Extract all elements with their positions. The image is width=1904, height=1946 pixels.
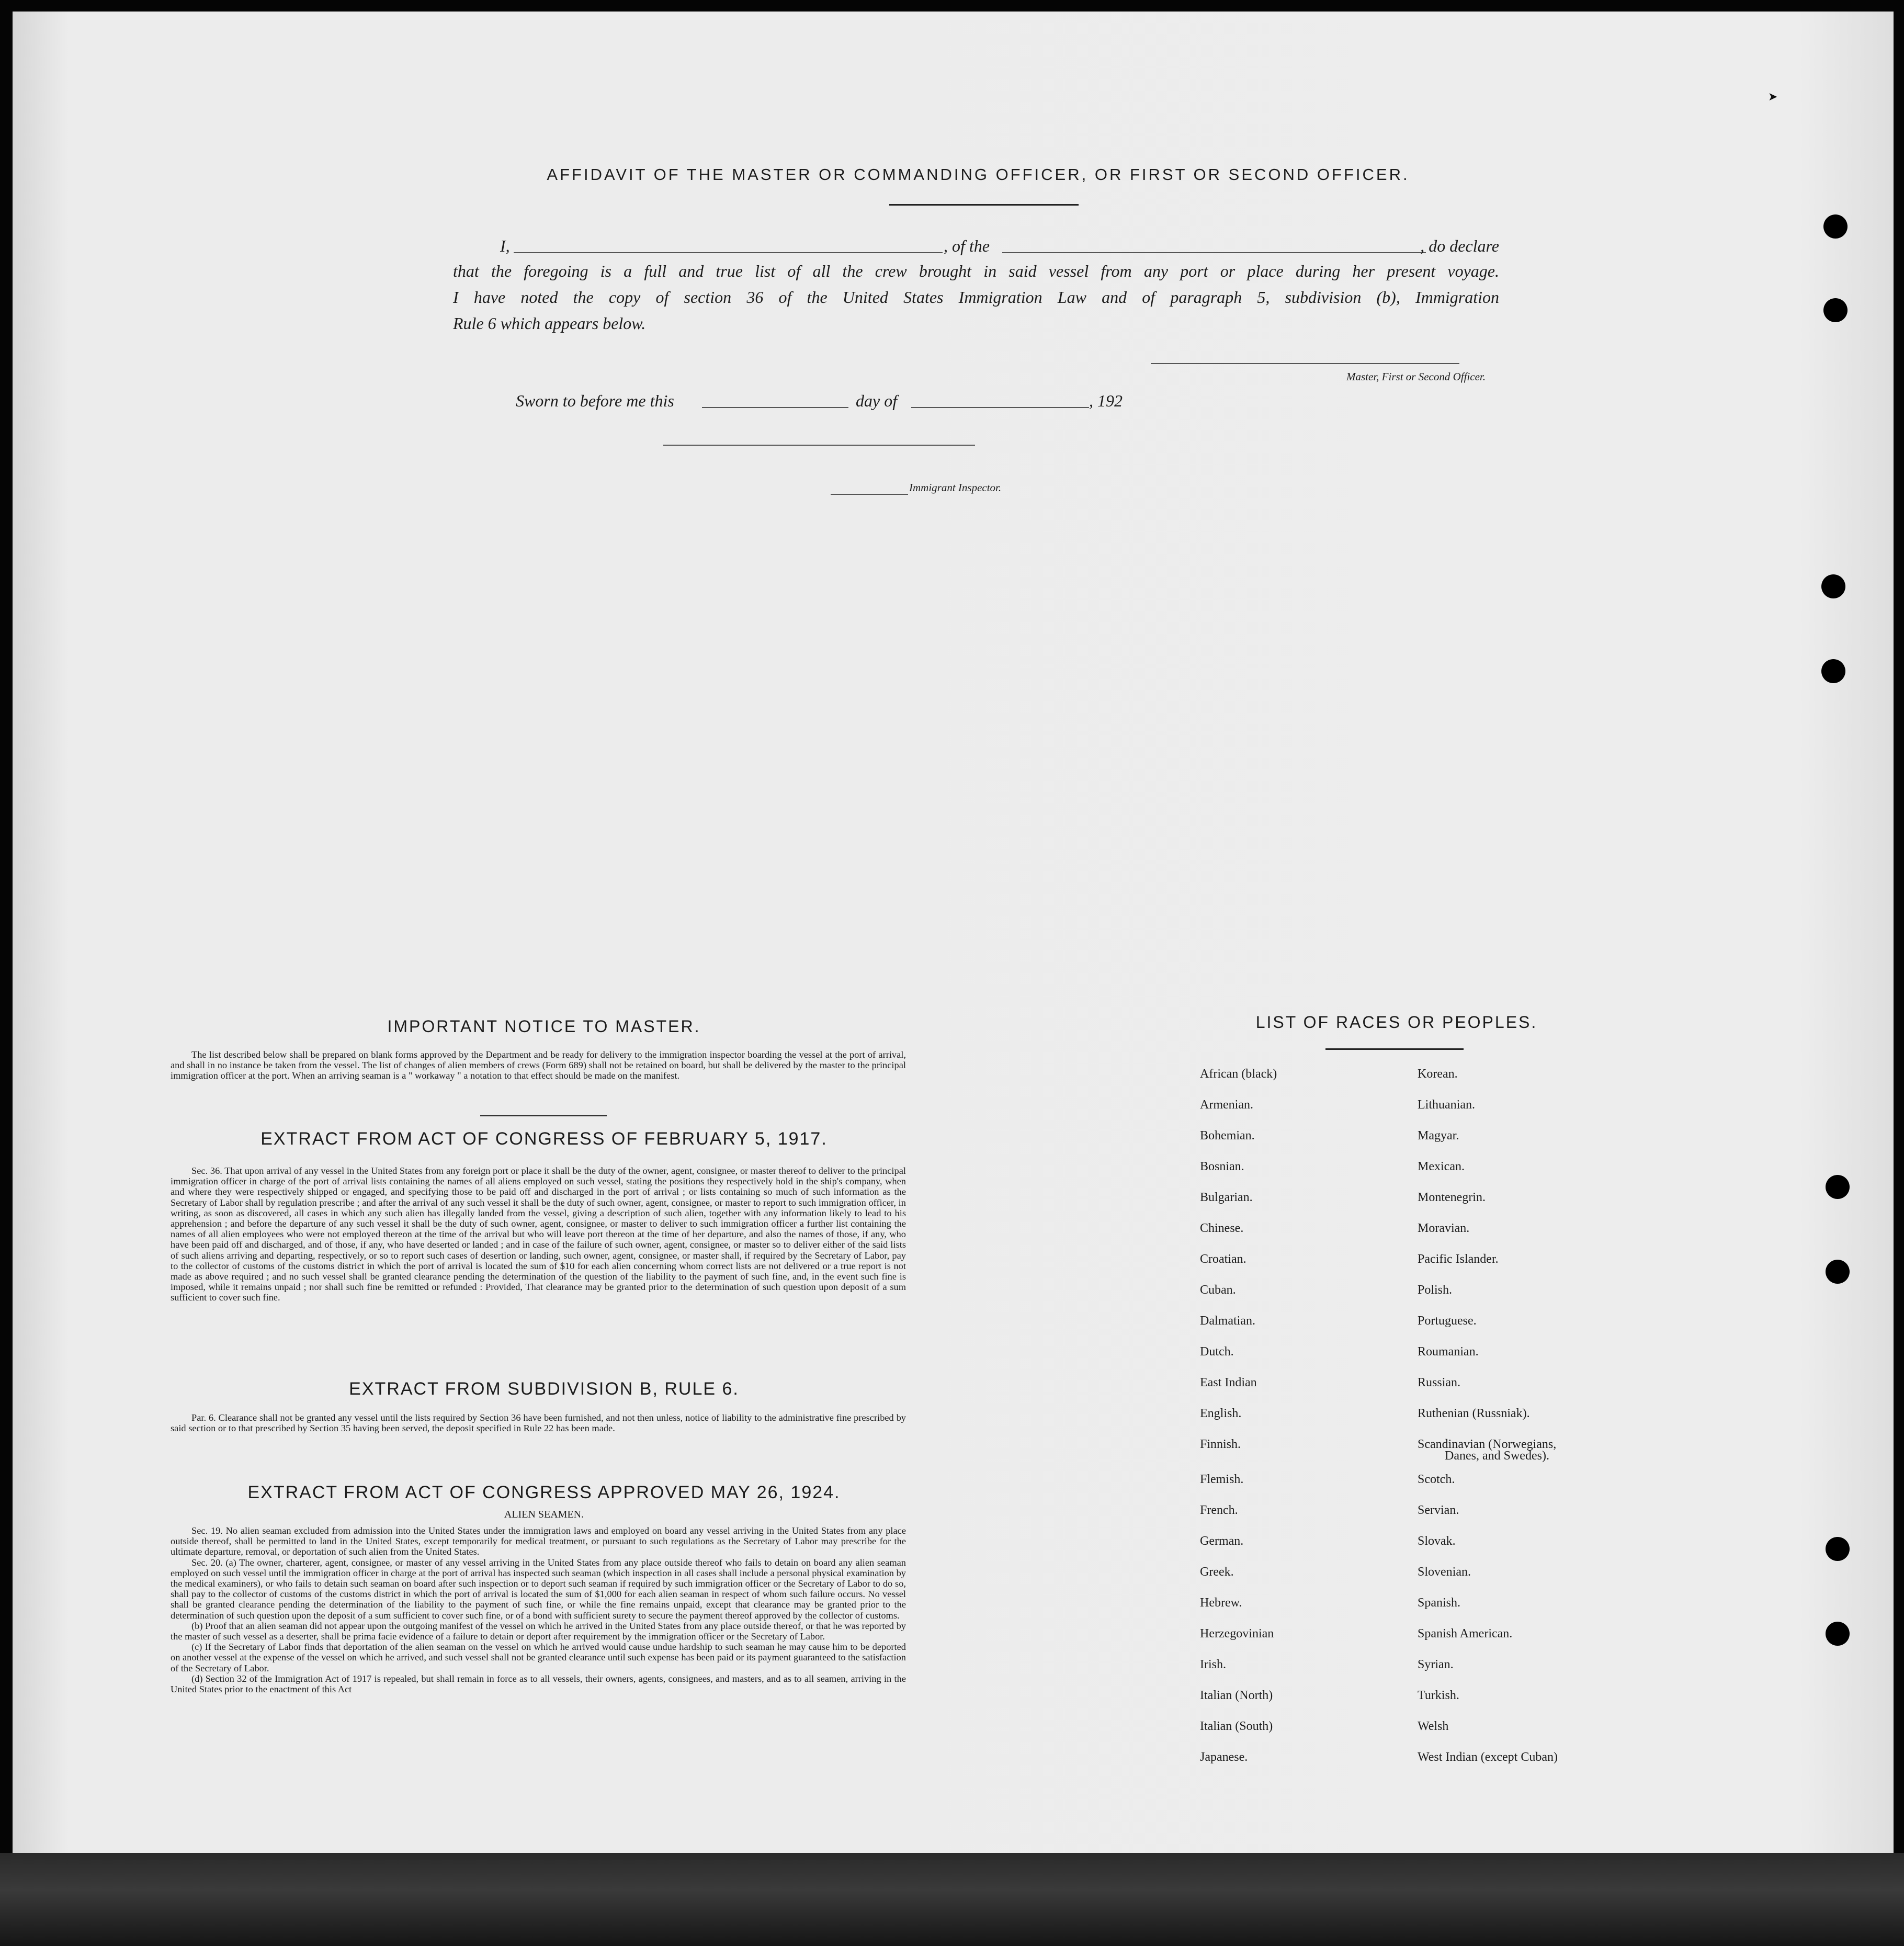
punch-hole	[1823, 214, 1848, 239]
race-entry: Montenegrin.	[1418, 1191, 1486, 1204]
race-entry: Chinese.	[1200, 1221, 1244, 1235]
punch-hole	[1823, 298, 1848, 322]
race-entry: Mexican.	[1418, 1160, 1465, 1173]
punch-hole	[1826, 1260, 1850, 1284]
race-entry: Greek.	[1200, 1565, 1234, 1579]
declare-suffix: , do declare	[1420, 236, 1499, 255]
race-entry: Spanish.	[1418, 1596, 1461, 1610]
sworn-day-blank[interactable]	[702, 407, 848, 408]
race-entry: Dalmatian.	[1200, 1314, 1255, 1328]
notice-paragraph: The list described below shall be prepared on blank forms approved by the Department and be ready for delivery to the immigration inspector boarding the vessel at the port of arrival, and shall in no instance be taken from the vessel. The list of changes of alien members of crews (Form 689) shall not be retained on board, but shall be delivered by the master to the principal immigration officer at the port. When an arriving seaman is a " workaway " a notation to that effect should be made on the manifest.	[171, 1049, 906, 1081]
punch-hole	[1826, 1537, 1850, 1561]
race-entry: East Indian	[1200, 1376, 1257, 1389]
races-title: LIST OF RACES OR PEOPLES.	[1255, 1013, 1538, 1032]
sec-20b-paragraph: (b) Proof that an alien seaman did not appear upon the outgoing manifest of the vessel on which he arrived in the United States from any place outside thereof, or that he was reported by the master of such vessel as a deserter, shall be prima facie evidence of a failure to detain or deport after requirement by the immigration officer or the Secretary of Labor.	[171, 1620, 906, 1642]
race-entry: Turkish.	[1418, 1689, 1459, 1702]
race-entry: Scandinavian (Norwegians,	[1418, 1438, 1557, 1451]
sworn-month-blank[interactable]	[911, 407, 1089, 408]
vessel-blank[interactable]	[1002, 252, 1426, 253]
race-entry: Korean.	[1418, 1067, 1458, 1081]
declaration-line-1	[453, 236, 1499, 257]
race-entry: English.	[1200, 1407, 1242, 1420]
affidavit-title: AFFIDAVIT OF THE MASTER OR COMMANDING OFFICER, OR FIRST OR SECOND OFFICER.	[547, 165, 1410, 184]
race-entry: Slovenian.	[1418, 1565, 1471, 1579]
race-entry: Hebrew.	[1200, 1596, 1242, 1610]
race-entry: Bosnian.	[1200, 1160, 1244, 1173]
race-entry: Scotch.	[1418, 1473, 1455, 1486]
race-entry: African (black)	[1200, 1067, 1277, 1081]
race-entry: Flemish.	[1200, 1473, 1244, 1486]
sec-19-paragraph: Sec. 19. No alien seaman excluded from admission into the United States under the immigration laws and employed on board any vessel arriving in the United States from any place outside thereof, shall be permitted to land in the United States, except temporarily for medical treatment, or pursuant to such regulations as the Secretary of Labor may prescribe for the ultimate departure, removal, or deportation of such alien from the United States.	[171, 1525, 906, 1557]
race-entry: Dutch.	[1200, 1345, 1234, 1359]
notice-body	[171, 1049, 906, 1081]
sec-20a-paragraph: Sec. 20. (a) The owner, charterer, agent, consignee, or master of any vessel arriving in the United States from any place outside thereof who fails to detain on board any alien seaman employed on such vessel until the immigration officer in charge at the port of arrival has inspected such seaman (which inspection in all cases shall include a personal physical examination by the medical examiners), or who fails to detain such seaman on board after such inspection or to deport such seaman if required by such immigration officer or the Secretary of Labor to do so, shall pay to the collector of customs of the customs district in which the port of arrival is located the sum of $1,000 for each alien seaman in respect of whom such failure occurs. No vessel shall be granted clearance pending the determination of the liability to the payment of such fine, or while the fine remains unpaid, except that clearance may be granted prior to the determination of such question upon the deposit of a sum sufficient to cover such fine, or of a bond with sufficient surety to secure the payment thereof approved by the collector of customs.	[171, 1557, 906, 1621]
punch-hole	[1821, 659, 1845, 683]
race-entry: Pacific Islander.	[1418, 1252, 1499, 1266]
race-entry: Magyar.	[1418, 1129, 1459, 1142]
race-entry: Slovak.	[1418, 1534, 1456, 1548]
scan-edge	[0, 1853, 1904, 1946]
race-entry: Irish.	[1200, 1658, 1226, 1671]
par-6-paragraph: Par. 6. Clearance shall not be granted any vessel until the lists required by Section 36 have been furnished, and not then unless, notice of liability to the administrative fine prescribed by said section or to that prescribed by Section 35 having been served, the deposit specified in Rule 22 has been made.	[171, 1412, 906, 1434]
race-entry: French.	[1200, 1503, 1238, 1517]
race-entry: German.	[1200, 1534, 1244, 1548]
rule6-body	[171, 1412, 906, 1433]
section-36-paragraph: Sec. 36. That upon arrival of any vessel in the United States from any foreign port or place it shall be the duty of the owner, agent, consignee, or master thereof to deliver to the principal immigration officer in charge of the port of arrival lists containing the names of all aliens employed on such vessel, stating the positions they respectively hold in the ship's company, when and where they were respectively shipped or engaged, and specifying those to be paid off and discharged in the port of arrival ; or lists containing so much of such information as the Secretary of Labor shall by regulation prescribe ; and after the arrival of any such vessel it shall be the duty of such owner, agent, consignee, or master to report to such immigration officer, in writing, as soon as discovered, all cases in which any such alien has illegally landed from the vessel, giving a description of such alien, together with any information likely to lead to his apprehension ; and before the departure of any such vessel it shall be the duty of such owner, agent, consignee, or master to deliver to such immigration officer a further list containing the names of all alien employees who were not employed thereon at the time of the arrival but who will leave port thereon at the time of her departure, and also the names of those, if any, who have been paid off and discharged, and of those, if any, who have deserted or landed ; and in case of the failure of such owner, agent, consignee, or master so to deliver either of the said lists of such aliens arriving and departing, respectively, or so to report such cases of desertion or landing, such owner, agent, consignee, or master shall, if required by the Secretary of Labor, pay to the collector of customs of the customs district in which the port of arrival is located the sum of $10 for each alien concerning whom correct lists are not delivered or a true report is not made as above required ; and no such vessel shall be granted clearance pending the determination of the question of the liability to the payment of such fine, and, in the event such fine is imposed, while it remains unpaid ; nor shall such fine be remitted or refunded : Provided, That clearance may be granted prior to the determination of such question upon deposit of a sum sufficient to cover such fine.	[171, 1166, 906, 1303]
extract-1924-title: EXTRACT FROM ACT OF CONGRESS APPROVED MAY 26, 1924.	[247, 1483, 841, 1502]
scan-mark-icon: ➤	[1768, 90, 1778, 103]
declaration-line-3: I have noted the copy of section 36 of the United States Immigration Law and of paragraph 5, subdivision (b), Immigration	[453, 288, 1499, 307]
declarant-prefix: I,	[500, 236, 510, 255]
name-blank[interactable]	[514, 252, 943, 253]
race-entry: Finnish.	[1200, 1438, 1241, 1451]
race-entry: Polish.	[1418, 1283, 1453, 1297]
notice-title: IMPORTANT NOTICE TO MASTER.	[387, 1017, 701, 1036]
rule6-title: EXTRACT FROM SUBDIVISION B, RULE 6.	[349, 1379, 739, 1399]
extract-1924-body	[171, 1525, 906, 1694]
punch-hole	[1821, 574, 1845, 598]
race-entry: Bohemian.	[1200, 1129, 1255, 1142]
sworn-prefix: Sworn to before me this	[516, 391, 674, 410]
title-rule	[889, 204, 1079, 206]
race-entry: Croatian.	[1200, 1252, 1246, 1266]
race-entry: Cuban.	[1200, 1283, 1236, 1297]
declaration-line-4: Rule 6 which appears below.	[453, 314, 646, 333]
race-entry: Lithuanian.	[1418, 1098, 1475, 1112]
race-entry: Syrian.	[1418, 1658, 1454, 1671]
race-entry: Welsh	[1418, 1719, 1449, 1733]
race-entry: Bulgarian.	[1200, 1191, 1253, 1204]
punch-hole	[1826, 1622, 1850, 1646]
extract-1917-title: EXTRACT FROM ACT OF CONGRESS OF FEBRUARY 5, 1917.	[260, 1129, 828, 1149]
race-entry: Ruthenian (Russniak).	[1418, 1407, 1530, 1420]
race-entry: Italian (North)	[1200, 1689, 1273, 1702]
race-entry-continuation: Danes, and Swedes).	[1445, 1449, 1549, 1463]
sworn-year-prefix: , 192	[1089, 391, 1123, 410]
race-entry: Servian.	[1418, 1503, 1459, 1517]
master-signature-line[interactable]	[1151, 363, 1459, 364]
sec-20d-paragraph: (d) Section 32 of the Immigration Act of 1917 is repealed, but shall remain in force as to all vessels, their owners, agents, consignees, and masters, and as to all seamen, arriving in the United States prior to the enactment of this Act	[171, 1673, 906, 1695]
race-entry: Moravian.	[1418, 1221, 1470, 1235]
sec-20c-paragraph: (c) If the Secretary of Labor finds that deportation of the alien seaman on the vessel on which he arrived would cause undue hardship to such seaman he may cause him to be deported on another vessel at the expense of the vessel on which he arrived, and such vessel shall not be granted clearance until such expense has been paid or its payment guaranteed to the satisfaction of the Secretary of Labor.	[171, 1642, 906, 1673]
race-entry: Herzegovinian	[1200, 1627, 1274, 1640]
race-entry: Spanish American.	[1418, 1627, 1513, 1640]
alien-seamen-subtitle: ALIEN SEAMEN.	[504, 1509, 584, 1520]
race-entry: Italian (South)	[1200, 1719, 1273, 1733]
punch-hole	[1826, 1175, 1850, 1199]
race-entry: Russian.	[1418, 1376, 1461, 1389]
witness-signature-line[interactable]	[663, 445, 975, 446]
vessel-prefix: , of the	[944, 236, 990, 255]
races-title-rule	[1325, 1048, 1464, 1050]
extract-1917-body	[171, 1166, 906, 1303]
declaration-line-2: that the foregoing is a full and true list of all the crew brought in said vessel from any port or place during her present voyage.	[453, 262, 1499, 280]
inspector-signature-line[interactable]	[831, 494, 908, 495]
race-entry: Roumanian.	[1418, 1345, 1479, 1359]
notice-rule	[480, 1115, 607, 1116]
race-entry: Armenian.	[1200, 1098, 1253, 1112]
race-entry: West Indian (except Cuban)	[1418, 1750, 1558, 1764]
sworn-month-prefix: day of	[856, 391, 898, 410]
race-entry: Japanese.	[1200, 1750, 1248, 1764]
inspector-label: Immigrant Inspector.	[909, 481, 1002, 494]
race-entry: Portuguese.	[1418, 1314, 1477, 1328]
master-signature-label: Master, First or Second Officer.	[1346, 370, 1486, 383]
